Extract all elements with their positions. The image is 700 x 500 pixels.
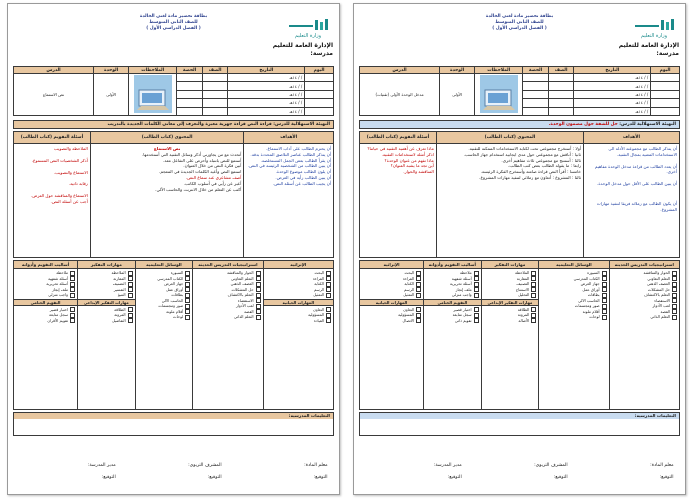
aid-item[interactable]: الحاسب الآلي <box>138 298 191 304</box>
checkbox-icon[interactable] <box>70 282 75 287</box>
eval-cell <box>14 144 91 258</box>
enrich-item[interactable]: الكتابة <box>362 281 421 287</box>
aid-item[interactable]: جهاز العرض <box>541 281 606 287</box>
enrich-item[interactable]: الرسم <box>266 287 331 293</box>
checkbox-icon[interactable] <box>128 318 133 323</box>
unit-image <box>129 74 177 116</box>
date-cell: / / ١٤هـ <box>228 107 305 115</box>
date-cell: / / ١٤هـ <box>574 107 651 115</box>
skill-item[interactable]: الملاحظة <box>80 270 133 276</box>
assess-item[interactable]: اختبار قصير <box>426 307 479 313</box>
title-line-3: ( الفصل الدراسي الأول ) <box>492 26 547 31</box>
teaching-item[interactable]: التعلم التعاوني <box>195 276 260 282</box>
checkbox-icon[interactable] <box>474 318 479 323</box>
header-notes: الملاحظات <box>129 67 177 74</box>
header-period: الحصة <box>523 67 549 74</box>
school-notes[interactable] <box>359 412 680 436</box>
checkbox-icon[interactable] <box>531 293 536 298</box>
admin-block <box>619 42 679 58</box>
col-skills: مهارات التفكير <box>481 261 539 269</box>
objective-item: أن يبين الطالب على الأقل حول مدخل الوحدة. <box>597 181 677 187</box>
enrich-item[interactable]: الكتابة <box>266 281 331 287</box>
enrich-item[interactable]: الاتصال <box>362 318 421 324</box>
supervisor-label: المشرف التربوي: <box>188 463 222 468</box>
skill-item[interactable]: التصنيف <box>484 281 537 287</box>
methods-table <box>359 260 680 410</box>
teaching-item[interactable]: حل المشكلات <box>195 287 260 293</box>
aid-item[interactable]: لوحات <box>541 314 606 320</box>
header-date: التاريخ <box>228 67 305 74</box>
enrich-item[interactable]: البحث <box>362 270 421 276</box>
enrich-list <box>263 269 333 410</box>
enrich-item[interactable]: المسؤولية <box>362 312 421 318</box>
content-item: أبين فكرة النص من خلال العنوان. <box>183 163 242 169</box>
title-line-3: ( الفصل الدراسي الأول ) <box>146 26 201 31</box>
intro-band <box>13 120 334 129</box>
teacher-label: معلم المادة: <box>304 463 328 468</box>
teaching-item[interactable]: التعلم بالاكتشاف <box>612 292 677 298</box>
ministry-logo <box>285 18 331 40</box>
checkbox-icon[interactable] <box>326 271 331 276</box>
teaching-item[interactable]: العصف الذهني <box>195 281 260 287</box>
teaching-list <box>193 269 263 410</box>
checkbox-icon[interactable] <box>474 293 479 298</box>
enrich-list <box>360 269 424 410</box>
eval-item: اذكر أمثلة لاستخدامات التقنية. <box>381 151 434 157</box>
col-enrich: الإثرائية <box>360 261 424 269</box>
checkbox-icon[interactable] <box>602 271 607 276</box>
lesson-value: مدخل الوحدة الأولى (تقنيات) <box>360 74 440 116</box>
header-lesson: الدرس <box>14 67 94 74</box>
unit-value: الأولى <box>94 74 129 116</box>
signature-label: التوقيع: <box>313 475 328 480</box>
title-line-2: للصف الثاني المتوسط <box>149 20 198 25</box>
admin-block <box>273 42 333 58</box>
teaching-item[interactable]: الاستقصاء <box>195 298 260 304</box>
admin-label: الإدارة العامة للتعليم <box>272 42 333 49</box>
lesson-plan-page-2 <box>7 3 340 495</box>
aid-item[interactable]: أقلام ملونة <box>138 309 191 315</box>
checkbox-icon[interactable] <box>70 318 75 323</box>
objective-item: أن يكون الطالب مع زملائه فريقا لتنفيذ مهارات المشروع. <box>596 200 677 212</box>
checkbox-icon[interactable] <box>602 282 607 287</box>
signature-footer <box>359 460 680 490</box>
checkbox-icon[interactable] <box>672 315 677 320</box>
checkbox-icon[interactable] <box>474 282 479 287</box>
col-teaching: استراتيجيات التدريس الحديثة <box>193 261 263 269</box>
aid-item[interactable]: السبورة <box>138 270 191 276</box>
ministry-logo-icon <box>631 18 677 32</box>
assess-item[interactable]: اختبار قصير <box>16 307 75 313</box>
enrich-item[interactable]: القراءة <box>362 276 421 282</box>
eval-cell <box>360 144 437 258</box>
header-grade: الصف <box>202 67 228 74</box>
objectives-table <box>13 131 334 258</box>
header-unit: الوحدة <box>94 67 129 74</box>
header-lesson: الدرس <box>360 67 440 74</box>
checkbox-icon[interactable] <box>185 282 190 287</box>
teacher-label: معلم المادة: <box>650 463 674 468</box>
date-cell: / / ١٤هـ <box>574 74 651 82</box>
checkbox-icon[interactable] <box>128 271 133 276</box>
lesson-plan-page-1 <box>353 3 686 495</box>
creative-skills-heading: مهارات التفكير الإبداعي <box>78 299 135 306</box>
enrich-item[interactable]: التعاون <box>266 307 331 313</box>
checkbox-icon[interactable] <box>531 282 536 287</box>
skill-item[interactable]: التفاصيل <box>80 318 133 324</box>
skill-item[interactable]: التنبؤ <box>80 292 133 298</box>
teaching-item[interactable]: لعب الأدوار <box>612 303 677 309</box>
eval-item: ماذا تفهم من عنوان الوحدة؟ <box>384 157 434 163</box>
eval-item: الاستماع والمناقشة حول العرض. <box>30 193 88 199</box>
enrich-item[interactable]: التعاون <box>362 307 421 313</box>
intro-label: التهيئة الاستهلالية للدرس: <box>273 122 330 127</box>
assessment-list <box>14 269 78 410</box>
objective-item: أن يعدد الطالب من قراءة مدخل الوحدة مفاهيم أخرى. <box>594 163 677 175</box>
enrich-item[interactable]: التمثيل <box>266 292 331 298</box>
col-objectives: الأهداف <box>244 132 334 144</box>
content-item: أصف مشاعري عند سماع النص. <box>185 174 242 180</box>
checkbox-icon[interactable] <box>531 271 536 276</box>
assess-item[interactable]: ملاحظة <box>426 270 479 276</box>
signature-label: التوقيع: <box>447 475 462 480</box>
page-header <box>8 4 339 66</box>
aid-item[interactable]: جهاز العرض <box>138 281 191 287</box>
col-enrich: الإثرائية <box>263 261 333 269</box>
principal-label: مدير المدرسة: <box>433 463 462 468</box>
ministry-name: وزارة التعليم <box>640 33 668 39</box>
objective-item: أن يبين الطالب رأيه في العرض. <box>275 174 331 180</box>
skill-item[interactable]: الطلاقة <box>484 307 537 313</box>
date-cell: / / ١٤هـ <box>574 99 651 107</box>
enrich-item[interactable]: المسؤولية <box>266 312 331 318</box>
ministry-logo-icon <box>285 18 331 32</box>
header-day: اليوم <box>651 67 680 74</box>
skill-item[interactable]: المقارنة <box>484 276 537 282</box>
enrich-item[interactable]: التمثيل <box>362 292 421 298</box>
checkbox-icon[interactable] <box>326 282 331 287</box>
checkbox-icon[interactable] <box>672 271 677 276</box>
eval-item: المناقشة والحوار. <box>403 169 434 175</box>
teaching-item[interactable]: التعلم بالاكتشاف <box>195 292 260 298</box>
aid-item[interactable]: الكتاب المدرسي <box>541 276 606 282</box>
intro-band <box>359 120 680 129</box>
assess-item[interactable]: ملاحظة <box>16 270 75 276</box>
aid-item[interactable]: لوحات <box>138 314 191 320</box>
intro-label: التهيئة الاستهلالية للدرس: <box>619 122 676 127</box>
skill-item[interactable]: التصنيف <box>80 281 133 287</box>
life-skills-heading: المهارات الحياتية <box>264 299 333 306</box>
content-item: ثانيا : أناقش مع مجموعتي حول مدى ايجابية استخدام جهاز الحاسب. <box>463 151 581 157</box>
checkbox-icon[interactable] <box>672 304 677 309</box>
date-cell: / / ١٤هـ <box>228 90 305 98</box>
checkbox-icon[interactable] <box>326 318 331 323</box>
eval-item: الاستماع والتصويب. <box>53 169 88 175</box>
objective-item: أن يلون الطالب موضوع الوحدة. <box>275 169 331 175</box>
checkbox-icon[interactable] <box>128 282 133 287</box>
aid-item[interactable]: أوراق عمل <box>138 287 191 293</box>
lesson-info-table <box>359 66 680 118</box>
methods-table <box>13 260 334 410</box>
objective-item: أن يبين الطالب من الشخصية الرئيسة في النص. <box>247 163 331 169</box>
content-item: استمع النص وأعيد الكلمات الجديدة في المعجم. <box>158 169 242 175</box>
skills-list <box>78 269 136 410</box>
objective-item: أن يقرأ الطالب بعض الجمل المستخلصة. <box>260 157 331 163</box>
lesson-info-table <box>13 66 334 118</box>
assess-item[interactable]: سجل متابعة <box>426 312 479 318</box>
header-period: الحصة <box>177 67 203 74</box>
date-cell: / / ١٤هـ <box>574 90 651 98</box>
title-line-1: بطاقة تحضير مادة لغتي الخالدة <box>139 14 208 19</box>
aid-item[interactable]: الكتاب المدرسي <box>138 276 191 282</box>
col-aids: الوسائل التعليمية <box>539 261 609 269</box>
date-cell: / / ١٤هـ <box>228 99 305 107</box>
checkbox-icon[interactable] <box>256 315 261 320</box>
content-cell <box>436 144 583 258</box>
checkbox-icon[interactable] <box>256 293 261 298</box>
content-item: ثالثا : المشروع : أتعاون مع زملائي لتنفيذ مهارات المشروع. <box>479 174 581 180</box>
final-assessment-heading: التقويم الختامي <box>14 299 77 306</box>
assess-item[interactable]: أسئلة شفهية <box>426 276 479 282</box>
col-eval: أسئلة التقويم (كتاب الطالب) <box>360 132 437 144</box>
plan-title <box>414 14 625 32</box>
aids-list <box>135 269 193 410</box>
objective-item: أن يجيب الطالب عن أسئلة النص. <box>272 180 331 186</box>
checkbox-icon[interactable] <box>185 315 190 320</box>
admin-label: الإدارة العامة للتعليم <box>618 42 679 49</box>
col-teaching: استراتيجيات التدريس الحديثة <box>609 261 679 269</box>
skill-item[interactable]: الطلاقة <box>80 307 133 313</box>
assess-item[interactable]: ملف إنجاز <box>16 287 75 293</box>
enrich-item[interactable]: القيادة <box>266 318 331 324</box>
aid-item[interactable]: بطاقات <box>138 292 191 298</box>
col-aids: الوسائل التعليمية <box>135 261 193 269</box>
title-line-2: للصف الثاني المتوسط <box>495 20 544 25</box>
date-cell: / / ١٤هـ <box>228 74 305 82</box>
checkbox-icon[interactable] <box>602 293 607 298</box>
skills-list <box>481 269 539 410</box>
creative-skills-heading: مهارات التفكير الإبداعي <box>482 299 539 306</box>
signature-label: التوقيع: <box>207 475 222 480</box>
col-assessment: أساليب التقويم وأدواته <box>14 261 78 269</box>
header-unit: الوحدة <box>440 67 475 74</box>
content-item: أستمع للنص بانتباه وأحرص على التفاعل معه. <box>163 157 242 163</box>
skill-item[interactable]: الملاحظة <box>484 270 537 276</box>
signature-label: التوقيع: <box>101 475 116 480</box>
checkbox-icon[interactable] <box>416 318 421 323</box>
teaching-item[interactable]: لعب الأدوار <box>195 303 260 309</box>
checkbox-icon[interactable] <box>256 271 261 276</box>
final-assessment-heading: التقويم الختامي <box>424 299 481 306</box>
teaching-item[interactable]: القصة <box>195 309 260 315</box>
content-item: خامسا : أقرأ النص قراءة صامتة وأستخرج الفكرة الرئيسة. <box>480 169 581 175</box>
checkbox-icon[interactable] <box>185 271 190 276</box>
skill-item[interactable]: التفسير <box>80 287 133 293</box>
col-content: المحتوى (كتاب الطالب) <box>436 132 583 144</box>
lesson-value: نص الاستماع <box>14 74 94 116</box>
header-date: التاريخ <box>574 67 651 74</box>
notes-label: التعليمات المدرسية: <box>360 413 679 419</box>
page-header <box>354 4 685 66</box>
skill-item[interactable]: المرونة <box>80 312 133 318</box>
aid-item[interactable]: أوراق عمل <box>541 287 606 293</box>
eval-item: أين تجد ما يشبه العنوان؟ <box>390 163 434 169</box>
content-item: رابعا : ما يقوله الطالب بعض كتب الطالب. <box>508 163 581 169</box>
eval-item: رقابة ذاتية. <box>68 181 88 187</box>
date-cell: / / ١٤هـ <box>574 82 651 90</box>
assess-item[interactable]: أسئلة شفهية <box>16 276 75 282</box>
col-content: المحتوى (كتاب الطالب) <box>90 132 244 144</box>
assess-item[interactable]: أسئلة تحريرية <box>426 281 479 287</box>
life-skills-heading: المهارات الحياتية <box>360 299 423 306</box>
skill-item[interactable]: المرونة <box>484 312 537 318</box>
aid-item[interactable]: أقلام ملونة <box>541 309 606 315</box>
content-item: أولا : أستخرج مجموعتي تحت لكتابة الاستخدامات الممكنة للتقنية. <box>468 146 581 151</box>
aid-item[interactable]: الحاسب الآلي <box>541 298 606 304</box>
objective-item: أن يحترم الطالب على آداب الاستماع. <box>266 146 331 151</box>
plan-title <box>68 14 279 32</box>
content-item: أعبر عن رأيي في أسلوب الكاتب. <box>183 180 242 186</box>
checkbox-icon[interactable] <box>326 293 331 298</box>
enrich-item[interactable]: الرسم <box>362 287 421 293</box>
teaching-item[interactable]: الاستقصاء <box>612 298 677 304</box>
school-notes[interactable] <box>13 412 334 436</box>
eval-item: ماذا تعرف عن أهمية التقنية في حياتنا؟ <box>367 146 434 151</box>
title-line-1: بطاقة تحضير مادة لغتي الخالدة <box>485 14 554 19</box>
aid-item[interactable]: بطاقات <box>541 292 606 298</box>
checkbox-icon[interactable] <box>70 271 75 276</box>
checkbox-icon[interactable] <box>256 304 261 309</box>
assess-item[interactable]: أسئلة تحريرية <box>16 281 75 287</box>
aid-item[interactable]: السبورة <box>541 270 606 276</box>
notes-label: التعليمات المدرسية: <box>14 413 333 419</box>
objectives-cell <box>244 144 334 258</box>
teaching-item[interactable]: التعلم الذاتي <box>195 314 260 320</box>
checkbox-icon[interactable] <box>416 282 421 287</box>
checkbox-icon[interactable] <box>531 318 536 323</box>
assess-item[interactable]: واجب منزلي <box>426 292 479 298</box>
checkbox-icon[interactable] <box>185 293 190 298</box>
assess-item[interactable]: واجب منزلي <box>16 292 75 298</box>
assess-item[interactable]: تقويم ذاتي <box>426 318 479 324</box>
eval-item: أجب عن أسئلة النص. <box>50 198 88 204</box>
enrich-item[interactable]: القراءة <box>266 276 331 282</box>
teaching-item[interactable]: التعلم التعاوني <box>612 276 677 282</box>
header-day: اليوم <box>305 67 334 74</box>
school-label: مدرسة: <box>310 50 333 57</box>
supervisor-label: المشرف التربوي: <box>534 463 568 468</box>
teaching-item[interactable]: حل المشكلات <box>612 287 677 293</box>
checkbox-icon[interactable] <box>416 293 421 298</box>
aids-list <box>539 269 609 410</box>
checkbox-icon[interactable] <box>672 282 677 287</box>
skill-item[interactable]: الأصالة <box>484 318 537 324</box>
teaching-item[interactable]: الحوار والمناقشة <box>195 270 260 276</box>
signature-footer <box>13 460 334 490</box>
col-eval: أسئلة التقويم (كتاب الطالب) <box>14 132 91 144</box>
checkbox-icon[interactable] <box>474 271 479 276</box>
unit-image <box>475 74 523 116</box>
aid-item[interactable]: صور ومجسمات <box>138 303 191 309</box>
skill-item[interactable]: الاستنتاج <box>484 287 537 293</box>
eval-item: أذكر الشخصيات النص المسموع. <box>31 157 88 163</box>
unit-illustration-icon <box>479 74 519 114</box>
school-label: مدرسة: <box>656 50 679 57</box>
checkbox-icon[interactable] <box>416 271 421 276</box>
checkbox-icon[interactable] <box>256 282 261 287</box>
content-item: ثالثا : أستنتج مع مجموعتي ثلاث مفاهيم أخرى. <box>501 157 581 163</box>
ministry-logo <box>631 18 677 40</box>
date-cell: / / ١٤هـ <box>228 82 305 90</box>
header-notes: الملاحظات <box>475 67 523 74</box>
signature-label: التوقيع: <box>553 475 568 480</box>
objective-item: أن يتذكر الطالب عناصر التلاصق المحددة بدقة. <box>250 151 331 157</box>
assess-item[interactable]: ملف إنجاز <box>426 287 479 293</box>
teaching-item[interactable]: الحوار والمناقشة <box>612 270 677 276</box>
checkbox-icon[interactable] <box>185 304 190 309</box>
assessment-list <box>424 269 482 410</box>
ministry-name: وزارة التعليم <box>294 33 322 39</box>
checkbox-icon[interactable] <box>602 304 607 309</box>
col-objectives: الأهداف <box>584 132 680 144</box>
content-item: أكتب عن التعلم من خلال الانترنت والحاسب الآلي. <box>155 186 242 192</box>
assess-item[interactable]: تقويم الأقران <box>16 318 75 324</box>
objectives-table <box>359 131 680 258</box>
skill-item[interactable]: المقارنة <box>80 276 133 282</box>
header-grade: الصف <box>548 67 574 74</box>
unit-value: الأولى <box>440 74 475 116</box>
checkbox-icon[interactable] <box>128 293 133 298</box>
intro-text: حل للشفة حول مضمون الوحدة. <box>548 122 618 127</box>
principal-label: مدير المدرسة: <box>87 463 116 468</box>
intro-text: قراءة النص قراءة جهرية معبرة والتعرف إلى معاني الكلمات الجديدة بالتدريب <box>107 122 272 127</box>
eval-item: الملاحظة والتصويب <box>54 146 88 151</box>
skill-item[interactable]: التحليل <box>484 292 537 298</box>
objectives-cell <box>584 144 680 258</box>
content-cell <box>90 144 244 258</box>
unit-illustration-icon <box>133 74 173 114</box>
content-title: نص الاستماع <box>153 146 181 151</box>
teaching-item[interactable]: التعلم الذاتي <box>612 314 677 320</box>
checkbox-icon[interactable] <box>602 315 607 320</box>
content-item: أتحدث مع من يجاورني أذكر وسائل التقنية التي أستخدمها. <box>141 151 242 157</box>
teaching-item[interactable]: العصف الذهني <box>612 281 677 287</box>
aid-item[interactable]: صور ومجسمات <box>541 303 606 309</box>
objective-item: أن يتذكر الطالب مع مجموعته الأدلة الى الاستخدامات المعنية بمجال التقنية. <box>608 146 677 157</box>
teaching-item[interactable]: القصة <box>612 309 677 315</box>
checkbox-icon[interactable] <box>672 293 677 298</box>
teaching-list <box>609 269 679 410</box>
col-skills: مهارات التفكير <box>78 261 136 269</box>
enrich-item[interactable]: البحث <box>266 270 331 276</box>
checkbox-icon[interactable] <box>70 293 75 298</box>
signature-label: التوقيع: <box>659 475 674 480</box>
col-assessment: أساليب التقويم وأدواته <box>424 261 482 269</box>
assess-item[interactable]: سجل متابعة <box>16 312 75 318</box>
